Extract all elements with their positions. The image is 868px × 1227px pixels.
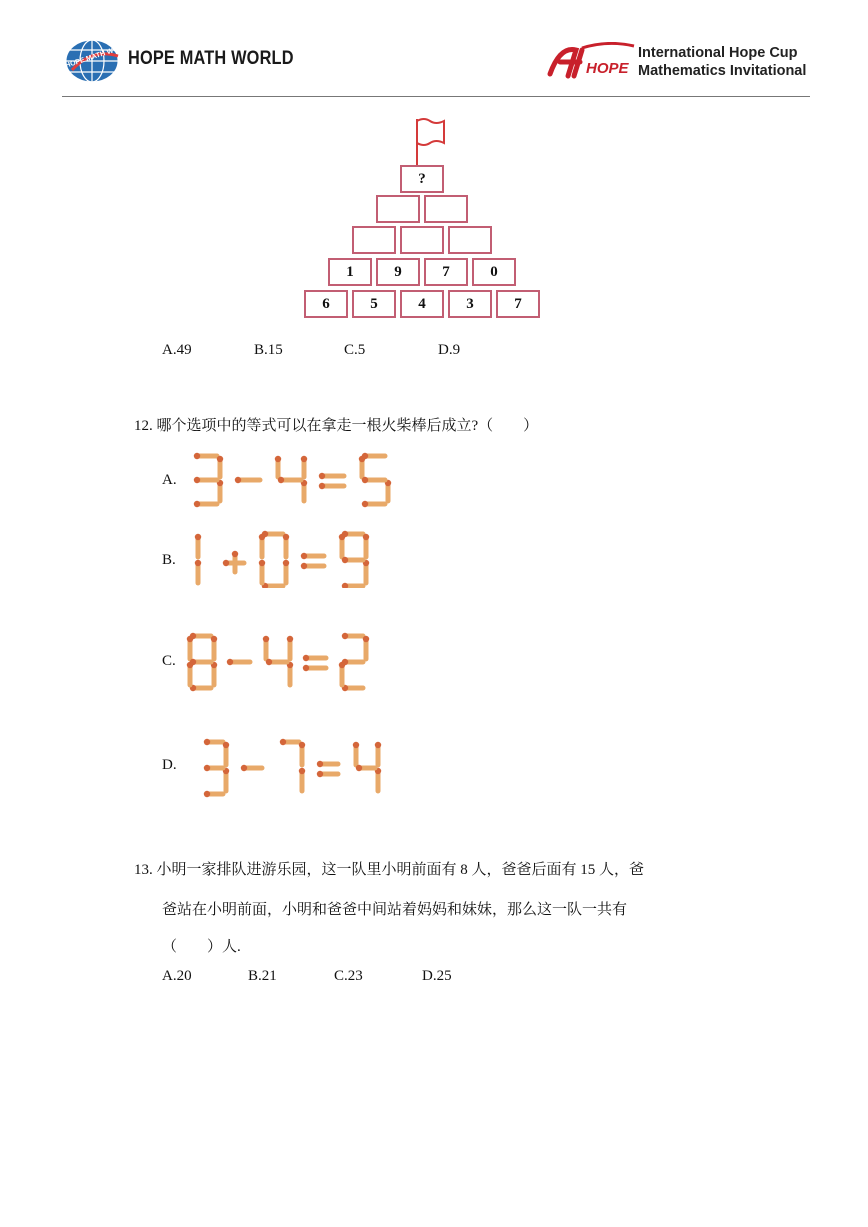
matchstick-head bbox=[287, 636, 293, 642]
matchstick-head bbox=[363, 636, 369, 642]
matchstick-head bbox=[194, 477, 200, 483]
matchstick-head bbox=[241, 765, 247, 771]
matchstick-head bbox=[375, 742, 381, 748]
matchstick-head bbox=[342, 659, 348, 665]
pyramid-brick: 1 bbox=[328, 258, 372, 286]
matchstick-head bbox=[353, 742, 359, 748]
number-pyramid bbox=[300, 115, 550, 330]
matchstick-head bbox=[259, 534, 265, 540]
q12-label-c: C. bbox=[162, 653, 176, 669]
matchstick-equation-a bbox=[180, 450, 440, 510]
matchstick-head bbox=[283, 534, 289, 540]
header-divider bbox=[62, 96, 810, 97]
matchstick-head bbox=[232, 551, 238, 557]
matchstick-equation-a-graphic bbox=[180, 450, 440, 510]
matchstick-head bbox=[283, 560, 289, 566]
matchstick-head bbox=[301, 456, 307, 462]
matchstick-head bbox=[204, 739, 210, 745]
left-logo-text: HOPE MATH WORLD bbox=[64, 41, 134, 70]
q12-label-d: D. bbox=[162, 757, 177, 773]
flag-icon bbox=[412, 115, 456, 167]
matchstick-equation-b-graphic bbox=[180, 528, 440, 588]
matchstick-head bbox=[217, 456, 223, 462]
matchstick-equation-c-graphic bbox=[176, 630, 436, 692]
matchstick-equation-d bbox=[190, 736, 450, 798]
pyramid-brick: 5 bbox=[352, 290, 396, 318]
matchstick-head bbox=[362, 501, 368, 507]
right-logo-text: HOPE bbox=[586, 60, 629, 77]
pyramid-brick: 3 bbox=[448, 290, 492, 318]
q12-label-b: B. bbox=[162, 552, 176, 568]
matchstick-head bbox=[194, 453, 200, 459]
pyramid-brick bbox=[448, 226, 492, 254]
matchstick-equation-c bbox=[176, 630, 436, 692]
matchstick-head bbox=[263, 636, 269, 642]
matchstick-head bbox=[342, 557, 348, 563]
matchstick-head bbox=[235, 477, 241, 483]
q11-option-a: A.49 bbox=[162, 342, 192, 358]
matchstick-head bbox=[204, 791, 210, 797]
matchstick-head bbox=[266, 659, 272, 665]
matchstick-head bbox=[223, 560, 229, 566]
q12-label-a: A. bbox=[162, 472, 177, 488]
q13-option-a: A.20 bbox=[162, 968, 192, 984]
matchstick-head bbox=[223, 742, 229, 748]
matchstick-head bbox=[299, 768, 305, 774]
pyramid-brick bbox=[376, 195, 420, 223]
matchstick-head bbox=[339, 534, 345, 540]
pyramid-brick: 6 bbox=[304, 290, 348, 318]
matchstick-head bbox=[319, 483, 325, 489]
matchstick-head bbox=[317, 771, 323, 777]
matchstick-head bbox=[359, 456, 365, 462]
pyramid-brick bbox=[400, 226, 444, 254]
matchstick-head bbox=[187, 636, 193, 642]
matchstick-head bbox=[259, 560, 265, 566]
matchstick-head bbox=[275, 456, 281, 462]
matchstick-head bbox=[211, 636, 217, 642]
pyramid-brick: 7 bbox=[496, 290, 540, 318]
pyramid-top-brick: ? bbox=[400, 165, 444, 193]
matchstick-head bbox=[195, 560, 201, 566]
q11-option-b: B.15 bbox=[254, 342, 283, 358]
matchstick-head bbox=[227, 659, 233, 665]
pyramid-brick: 7 bbox=[424, 258, 468, 286]
q13-line2: 爸站在小明前面，小明和爸爸中间站着妈妈和妹妹，那么这一队一共有 bbox=[162, 902, 628, 918]
matchstick-head bbox=[190, 659, 196, 665]
right-brand-name bbox=[638, 44, 806, 80]
matchstick-head bbox=[342, 633, 348, 639]
matchstick-equation-b bbox=[180, 528, 440, 588]
q11-options bbox=[162, 342, 562, 362]
matchstick-head bbox=[299, 742, 305, 748]
matchstick-head bbox=[363, 534, 369, 540]
q13-option-b: B.21 bbox=[248, 968, 277, 984]
q13-option-c: C.23 bbox=[334, 968, 363, 984]
q13-option-d: D.25 bbox=[422, 968, 452, 984]
matchstick-head bbox=[280, 739, 286, 745]
matchstick-equation-d-graphic bbox=[190, 736, 450, 798]
pyramid-brick: 4 bbox=[400, 290, 444, 318]
q11-option-d: D.9 bbox=[438, 342, 461, 358]
q12-stem: 12. 哪个选项中的等式可以在拿走一根火柴棒后成立?（ ） bbox=[134, 418, 539, 434]
pyramid-brick: 9 bbox=[376, 258, 420, 286]
matchstick-head bbox=[301, 563, 307, 569]
hope-cup-logo bbox=[546, 42, 638, 84]
pyramid-brick bbox=[424, 195, 468, 223]
matchstick-head bbox=[301, 553, 307, 559]
q13-options bbox=[162, 968, 562, 988]
left-brand-name: HOPE MATH WORLD bbox=[128, 48, 294, 69]
matchstick-head bbox=[303, 665, 309, 671]
pyramid-brick bbox=[352, 226, 396, 254]
q11-option-c: C.5 bbox=[344, 342, 366, 358]
q13-line3: （ ）人. bbox=[162, 939, 241, 955]
matchstick-head bbox=[195, 534, 201, 540]
q13-line1: 13. 小明一家排队进游乐园，这一队里小明前面有 8 人，爸爸后面有 15 人，爸 bbox=[134, 862, 645, 878]
matchstick-head bbox=[362, 477, 368, 483]
matchstick-head bbox=[278, 477, 284, 483]
right-brand-line1: International Hope Cup bbox=[638, 45, 798, 61]
matchstick-head bbox=[317, 761, 323, 767]
matchstick-head bbox=[194, 501, 200, 507]
matchstick-head bbox=[356, 765, 362, 771]
right-brand-line2: Mathematics Invitational bbox=[638, 63, 807, 79]
matchstick-head bbox=[204, 765, 210, 771]
matchstick-head bbox=[319, 473, 325, 479]
matchstick-head bbox=[303, 655, 309, 661]
pyramid-brick: 0 bbox=[472, 258, 516, 286]
